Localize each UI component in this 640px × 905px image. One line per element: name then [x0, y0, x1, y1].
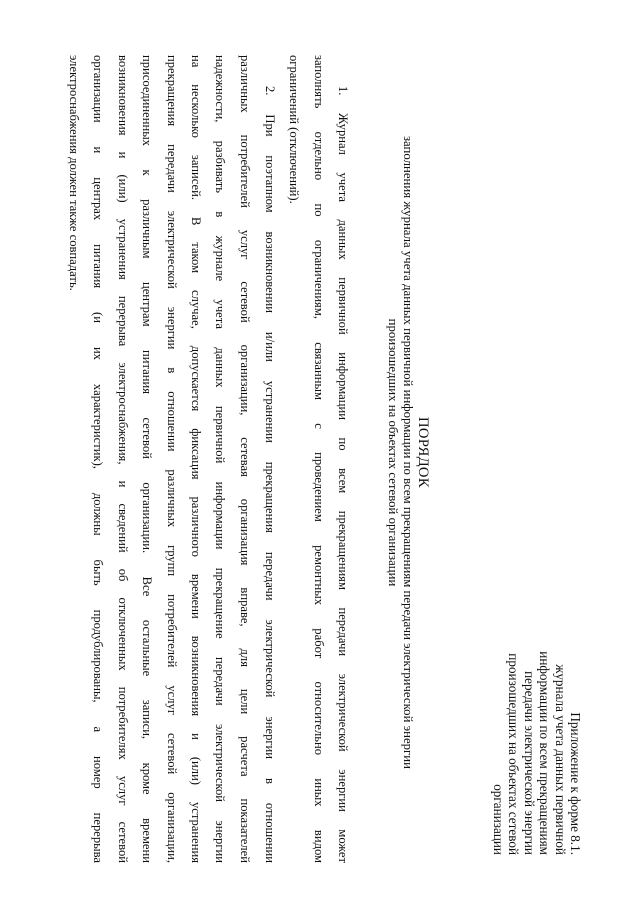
- paragraph-1-line: ограничений (отключений).: [287, 55, 301, 204]
- appendix-note: [491, 625, 583, 855]
- document-heading: [385, 0, 431, 905]
- document-subtitle-line: заполнения журнала учета данных первичной информации по всем прекращениям передачи электрической энергии: [401, 135, 415, 769]
- appendix-line: Приложение к форме 8.1.: [568, 712, 583, 855]
- paragraph-2-line: присоединенных к различным центрам питания сетевой организации. Все остальные записи, кроме времени: [140, 55, 154, 863]
- document-title: ПОРЯДОК: [415, 416, 431, 489]
- appendix-line: передачи электрической энергии: [521, 671, 537, 855]
- paragraph-2-line: возникновения и (или) устранения перерыва электроснабжения, и сведений об отключенных потребителях услуг сетевой: [116, 55, 130, 863]
- paragraph-2-line: электроснабжения должен также совпадать.: [67, 55, 81, 291]
- paragraph-2-line: надежности, разбивать в журнале учета данных первичной информации прекращение передачи электрической энергии: [213, 55, 227, 863]
- paragraph-2-line: на несколько записей. В таком случае, допускается фиксация различного времени возникновения и (или) устранения: [189, 55, 203, 863]
- paragraph-2-line: различных потребителей услуг сетевой организации, сетевая организация вправе, для цели расчета показателей: [238, 55, 252, 863]
- paragraph-1-line: заполнять отдельно по ограничениям, связанным с проведением ремонтных работ относительно иных видом: [312, 55, 326, 863]
- appendix-line: организации: [490, 784, 506, 855]
- paragraph-1-line: 1. Журнал учета данных первичной информации по всем прекращениям передачи электрической энергии может: [336, 86, 350, 863]
- appendix-line: произошедших на объектах сетевой: [506, 653, 522, 855]
- paragraph-2-line: организации и центрах питания (и их характеристик), должны быть продублированы, а номер перерыва: [91, 55, 105, 863]
- appendix-line: информации по всем прекращениям: [537, 651, 553, 855]
- paragraph-2-line: прекращения передачи электрической энергии в отношении различных групп потребителей услуг сетевой организации,: [165, 55, 179, 863]
- document-subtitle-line: произошедших на объектах сетевой организации: [386, 318, 400, 587]
- appendix-line: журнала учета данных первичной: [552, 664, 568, 855]
- paragraph-2-line: 2. При поэтапном возникновении и/или устранении прекращения передачи электрической энергии в отношении: [263, 86, 277, 863]
